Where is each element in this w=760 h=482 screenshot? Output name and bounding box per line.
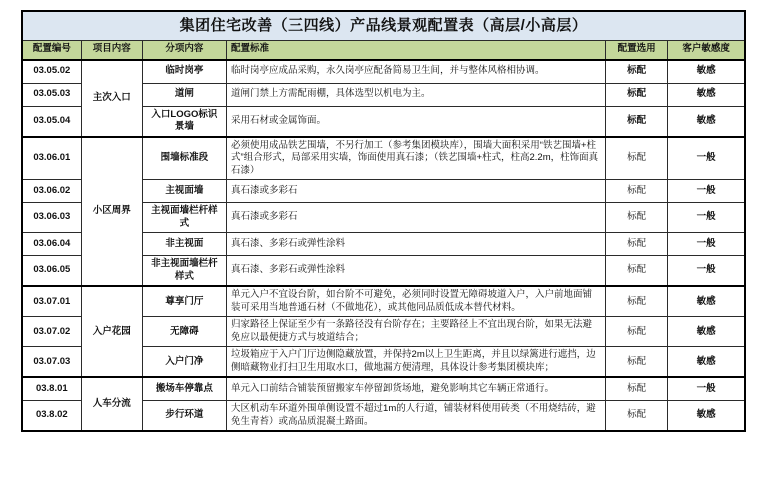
cell-customer-sensitivity: 敏感 <box>668 60 745 83</box>
cell-config-standard: 真石漆、多彩石或弹性涂料 <box>227 256 606 287</box>
cell-config-selection: 标配 <box>606 286 668 317</box>
cell-config-standard: 垃圾箱应于入户门厅边侧隐藏放置，并保持2m以上卫生距离，并且以绿篱进行遮挡，边侧暗藏物业打扫卫生用取水口，做地漏方便清理，具体设计参考集团模块库； <box>227 347 606 378</box>
cell-config-standard: 真石漆或多彩石 <box>227 203 606 233</box>
cell-subitem-content: 非主视面墙栏杆样式 <box>142 256 226 287</box>
cell-project-content: 入户花园 <box>81 286 142 377</box>
cell-config-selection: 标配 <box>606 180 668 203</box>
table-row <box>22 137 745 180</box>
cell-config-selection: 标配 <box>606 377 668 400</box>
table-header-row <box>22 40 745 60</box>
cell-config-code: 03.07.01 <box>22 286 81 317</box>
cell-customer-sensitivity: 一般 <box>668 137 745 180</box>
cell-subitem-content: 主视面墙栏杆样式 <box>142 203 226 233</box>
cell-config-standard: 真石漆或多彩石 <box>227 180 606 203</box>
cell-config-selection: 标配 <box>606 400 668 431</box>
cell-subitem-content: 入口LOGO标识景墙 <box>142 106 226 137</box>
table-row <box>22 286 745 317</box>
cell-config-standard: 大区机动车环道外围单侧设置不超过1m的人行道，铺装材料使用砖类（不用烧结砖，避免生青苔）或高品质混凝土路面。 <box>227 400 606 431</box>
cell-config-selection: 标配 <box>606 60 668 83</box>
cell-customer-sensitivity: 一般 <box>668 256 745 287</box>
cell-customer-sensitivity: 敏感 <box>668 286 745 317</box>
cell-config-code: 03.06.05 <box>22 256 81 287</box>
cell-subitem-content: 临时岗亭 <box>142 60 226 83</box>
cell-config-standard: 采用石材或金属饰面。 <box>227 106 606 137</box>
cell-config-code: 03.06.04 <box>22 233 81 256</box>
cell-config-code: 03.8.01 <box>22 377 81 400</box>
cell-subitem-content: 无障碍 <box>142 317 226 347</box>
cell-subitem-content: 入户门净 <box>142 347 226 378</box>
cell-project-content: 主次入口 <box>81 60 142 137</box>
cell-customer-sensitivity: 敏感 <box>668 400 745 431</box>
cell-subitem-content: 主视面墙 <box>142 180 226 203</box>
col-header-project: 项目内容 <box>81 40 142 60</box>
cell-config-standard: 单元入口前结合铺装预留搬家车停留卸货场地，避免影响其它车辆正常通行。 <box>227 377 606 400</box>
cell-config-code: 03.05.03 <box>22 83 81 106</box>
cell-config-code: 03.07.03 <box>22 347 81 378</box>
cell-config-standard: 归家路径上保证至少有一条路径没有台阶存在；主要路径上不宜出现台阶，如果无法避免应以最便捷方式与坡道结合； <box>227 317 606 347</box>
table-row <box>22 377 745 400</box>
cell-config-selection: 标配 <box>606 203 668 233</box>
cell-config-code: 03.06.02 <box>22 180 81 203</box>
cell-customer-sensitivity: 敏感 <box>668 317 745 347</box>
table-row <box>22 60 745 83</box>
table-body <box>22 60 745 431</box>
cell-subitem-content: 搬场车停靠点 <box>142 377 226 400</box>
cell-config-code: 03.05.04 <box>22 106 81 137</box>
cell-config-selection: 标配 <box>606 233 668 256</box>
cell-subitem-content: 尊享门厅 <box>142 286 226 317</box>
cell-config-selection: 标配 <box>606 256 668 287</box>
cell-customer-sensitivity: 一般 <box>668 233 745 256</box>
col-header-code: 配置编号 <box>22 40 81 60</box>
cell-project-content: 人车分流 <box>81 377 142 431</box>
cell-project-content: 小区周界 <box>81 137 142 287</box>
cell-config-selection: 标配 <box>606 317 668 347</box>
cell-config-code: 03.06.03 <box>22 203 81 233</box>
cell-subitem-content: 步行环道 <box>142 400 226 431</box>
col-header-standard: 配置标准 <box>227 40 606 60</box>
col-header-sensitivity: 客户敏感度 <box>668 40 745 60</box>
cell-config-selection: 标配 <box>606 83 668 106</box>
cell-config-standard: 临时岗亭应成品采购，永久岗亭应配备简易卫生间，并与整体风格相协调。 <box>227 60 606 83</box>
cell-customer-sensitivity: 敏感 <box>668 83 745 106</box>
cell-config-selection: 标配 <box>606 347 668 378</box>
cell-config-standard: 道闸门禁上方需配雨棚，具体选型以机电为主。 <box>227 83 606 106</box>
col-header-selection: 配置选用 <box>606 40 668 60</box>
cell-config-standard: 真石漆、多彩石或弹性涂料 <box>227 233 606 256</box>
cell-subitem-content: 非主视面 <box>142 233 226 256</box>
cell-subitem-content: 道闸 <box>142 83 226 106</box>
cell-config-code: 03.06.01 <box>22 137 81 180</box>
cell-config-selection: 标配 <box>606 137 668 180</box>
cell-config-standard: 必须使用成品铁艺围墙，不另行加工（参考集团模块库），围墙大面积采用“铁艺围墙+柱式”组合形式，局部采用实墙，饰面使用真石漆；（铁艺围墙+柱式，柱高2.2m，柱饰面真石漆） <box>227 137 606 180</box>
cell-customer-sensitivity: 一般 <box>668 377 745 400</box>
cell-customer-sensitivity: 一般 <box>668 180 745 203</box>
cell-config-selection: 标配 <box>606 106 668 137</box>
cell-customer-sensitivity: 敏感 <box>668 347 745 378</box>
cell-customer-sensitivity: 敏感 <box>668 106 745 137</box>
cell-customer-sensitivity: 一般 <box>668 203 745 233</box>
cell-config-standard: 单元入户不宜设台阶，如台阶不可避免，必须同时设置无障碍坡道入户，入户前地面铺装可采用当地普通石材（不做地花），或其他同品质低成本替代材料。 <box>227 286 606 317</box>
cell-config-code: 03.05.02 <box>22 60 81 83</box>
landscape-config-table <box>21 10 746 432</box>
col-header-subitem: 分项内容 <box>142 40 226 60</box>
table-title: 集团住宅改善（三四线）产品线景观配置表（高层/小高层） <box>22 11 745 40</box>
cell-subitem-content: 围墙标准段 <box>142 137 226 180</box>
cell-config-code: 03.8.02 <box>22 400 81 431</box>
cell-config-code: 03.07.02 <box>22 317 81 347</box>
table-title-row <box>22 11 745 40</box>
